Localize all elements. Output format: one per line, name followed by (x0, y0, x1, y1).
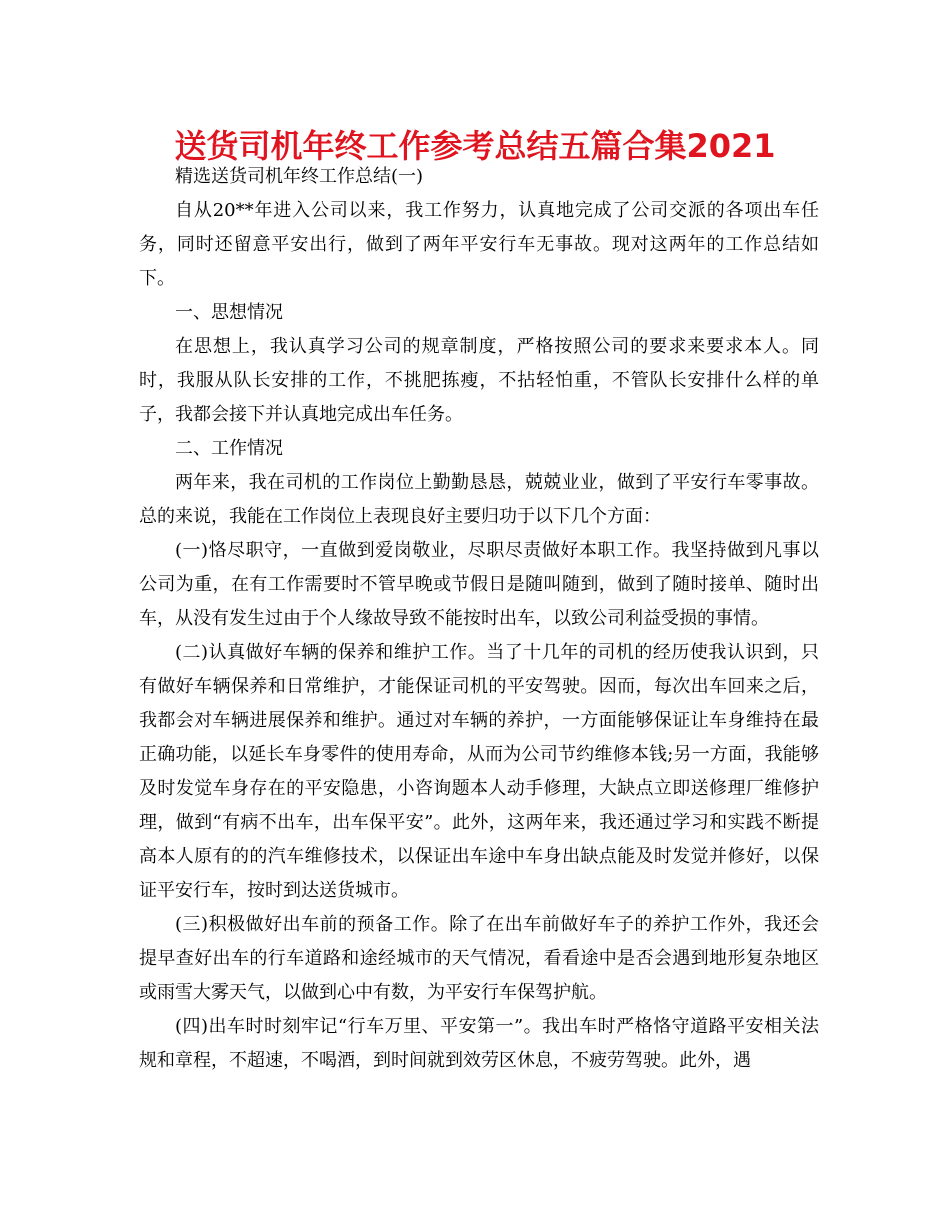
paragraph: 在思想上，我认真学习公司的规章制度，严格按照公司的要求来要求本人。同时，我服从队长安排的工作，不挑肥拣瘦，不拈轻怕重，不管队长安排什么样的单子，我都会接下并认真地完成出车任务。 (139, 336, 819, 425)
paragraph: 两年来，我在司机的工作岗位上勤勤恳恳，兢兢业业，做到了平安行车零事故。总的来说，我能在工作岗位上表现良好主要归功于以下几个方面： (139, 472, 819, 527)
section-heading-work: 二、工作情况 (175, 438, 283, 459)
paragraph: (二)认真做好车辆的保养和维护工作。当了十几年的司机的经历使我认识到，只有做好车辆保养和日常维护，才能保证司机的平安驾驶。因而，每次出车回来之后，我都会对车辆进展保养和维护。通过对车辆的养护，一方面能够保证让车身维持在最正确功能，以延长车身零件的使用寿命，从而为公司节约维修本钱;另一方面，我能够及时发觉车身存在的平安隐患，小咨询题本人动手修理，大缺点立即送修理厂维修护理，做到“有病不出车，出车保平安”。此外，这两年来，我还通过学习和实践不断提高本人原有的的汽车维修技术，以保证出车途中车身出缺点能及时发觉并修好，以保证平安行车，按时到达送货城市。 (139, 642, 819, 901)
paragraph: (三)积极做好出车前的预备工作。除了在出车前做好车子的养护工作外，我还会提早查好出车的行车道路和途经城市的天气情况，看看途中是否会遇到地形复杂地区或雨雪大雾天气，以做到心中有数，为平安行车保驾护航。 (139, 914, 819, 1003)
paragraph: (一)恪尽职守，一直做到爱岗敬业，尽职尽责做好本职工作。我坚持做到凡事以公司为重，在有工作需要时不管早晚或节假日是随叫随到，做到了随时接单、随时出车，从没有发生过由于个人缘故导致不能按时出车，以致公司利益受损的事情。 (139, 540, 819, 629)
document-title: 送货司机年终工作参考总结五篇合集2021 (174, 127, 776, 165)
section-heading-thought: 一、思想情况 (175, 302, 283, 323)
section-heading-1: 精选送货司机年终工作总结(一) (175, 166, 424, 187)
document-body (139, 160, 819, 1078)
paragraph: (四)出车时时刻牢记“行车万里、平安第一”。我出车时严格恪守道路平安相关法规和章程，不超速，不喝酒，到时间就到效劳区休息，不疲劳驾驶。此外，遇 (139, 1016, 819, 1071)
paragraph: 自从20**年进入公司以来，我工作努力，认真地完成了公司交派的各项出车任务，同时还留意平安出行，做到了两年平安行车无事故。现对这两年的工作总结如下。 (139, 200, 819, 289)
